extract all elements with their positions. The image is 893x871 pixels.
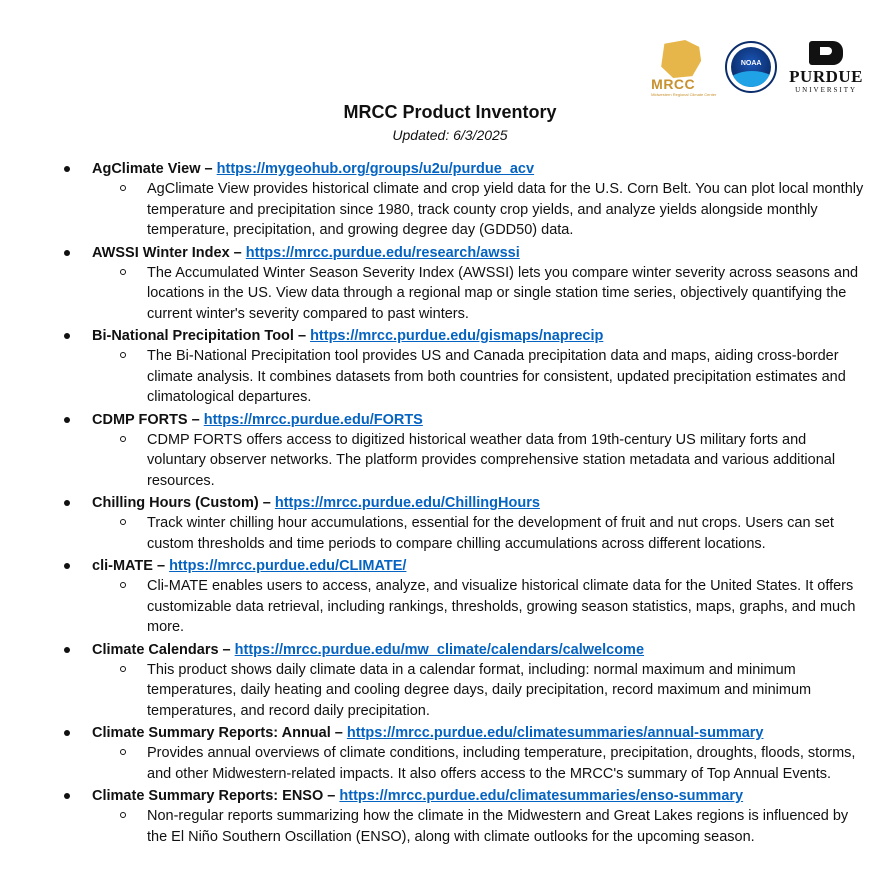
product-link[interactable]: https://mrcc.purdue.edu/gismaps/naprecip <box>310 328 604 344</box>
product-name: AWSSI Winter Index <box>92 244 230 261</box>
product-name: Chilling Hours (Custom) <box>92 495 259 511</box>
separator: – <box>200 161 217 177</box>
noaa-logo <box>725 41 777 93</box>
bullet-icon <box>64 250 70 256</box>
description-text: The Accumulated Winter Season Severity Index (AWSSI) lets you compare winter severity across seasons and locations in the US. View data through a regional map or single station time series, objectively quantifying the current winter's severity compared to past winters. <box>147 264 859 322</box>
description-text: Provides annual overviews of climate conditions, including temperature, precipitation, droughts, floods, storms, and other Midwestern-related impacts. It also offers access to the MRCC's summary of Top Annual Events. <box>147 745 856 782</box>
bullet-icon <box>64 417 70 423</box>
product-link[interactable]: https://mrcc.purdue.edu/climatesummaries/enso-summary <box>339 788 744 804</box>
product-description <box>92 346 893 408</box>
product-item <box>0 493 893 554</box>
bullet-icon <box>64 500 70 506</box>
product-item <box>0 640 893 722</box>
product-description <box>92 430 893 492</box>
description-text: The Bi-National Precipitation tool provides US and Canada precipitation data and maps, aiding cross-border climate analysis. It combines datasets from both countries for consistent, updated precipitation estimates and climatological departures. <box>147 348 846 405</box>
noaa-emblem-icon <box>731 47 771 87</box>
mrcc-logo-subtext: Midwestern Regional Climate Center <box>651 92 717 97</box>
product-link[interactable]: https://mrcc.purdue.edu/ChillingHours <box>274 495 540 511</box>
sub-bullet-icon <box>120 352 126 358</box>
logo-bar <box>651 36 863 98</box>
purdue-logo <box>789 41 863 94</box>
product-description <box>92 576 893 638</box>
sub-bullet-icon <box>120 519 126 525</box>
product-description <box>92 263 893 325</box>
separator: – <box>323 788 340 804</box>
separator: – <box>293 328 311 344</box>
product-link[interactable]: https://mrcc.purdue.edu/research/awssi <box>245 244 520 261</box>
product-description <box>92 743 893 784</box>
separator: – <box>152 558 170 574</box>
product-link[interactable]: https://mrcc.purdue.edu/CLIMATE/ <box>169 558 407 574</box>
separator: – <box>229 244 246 261</box>
purdue-logo-text: PURDUE <box>789 66 863 86</box>
product-name: Climate Summary Reports: Annual <box>92 725 331 741</box>
product-item <box>0 326 893 408</box>
sub-bullet-icon <box>120 436 126 442</box>
sub-bullet-icon <box>120 749 126 755</box>
description-text: Non-regular reports summarizing how the climate in the Midwestern and Great Lakes regions is influenced by the El Niño Southern Oscillation (ENSO), along with climate outlooks for the upcoming season. <box>147 808 849 845</box>
product-description <box>92 513 893 554</box>
midwest-map-icon <box>661 40 701 78</box>
sub-bullet-icon <box>120 582 126 588</box>
product-name: Bi-National Precipitation Tool <box>92 328 294 344</box>
product-list <box>0 159 893 849</box>
product-link[interactable]: https://mrcc.purdue.edu/climatesummaries/annual-summary <box>346 725 764 741</box>
product-description <box>92 806 893 847</box>
product-link[interactable]: https://mrcc.purdue.edu/mw_climate/calendars/calwelcome <box>234 641 645 658</box>
product-name: Climate Calendars <box>92 641 219 658</box>
product-item <box>0 723 893 784</box>
product-item <box>0 410 893 492</box>
purdue-p-icon <box>809 41 843 65</box>
mrcc-logo <box>651 36 717 98</box>
product-item <box>0 786 893 847</box>
product-description <box>92 660 893 722</box>
noaa-logo-text: NOAA <box>740 60 762 67</box>
separator: – <box>218 641 235 658</box>
product-link[interactable]: https://mrcc.purdue.edu/FORTS <box>203 411 423 428</box>
sub-bullet-icon <box>120 666 126 672</box>
sub-bullet-icon <box>120 812 126 818</box>
description-text: CDMP FORTS offers access to digitized historical weather data from 19th-century US military forts and voluntary observer networks. The platform provides comprehensive station metadata and various additional resources. <box>147 431 836 489</box>
bullet-icon <box>64 333 70 339</box>
bullet-icon <box>64 793 70 799</box>
product-item <box>0 159 893 241</box>
product-name: CDMP FORTS <box>92 411 188 428</box>
updated-date: Updated: 6/3/2025 <box>392 127 508 143</box>
product-name: AgClimate View <box>92 161 201 177</box>
description-text: AgClimate View provides historical climate and crop yield data for the U.S. Corn Belt. You can plot local monthly temperature and precipitation since 1980, track county crop yields, and analyze yields alongside monthly temperature, precipitation, and growing degree day (GDD50) data. <box>147 181 864 238</box>
page-title: MRCC Product Inventory <box>343 102 557 122</box>
separator: – <box>330 725 347 741</box>
sub-bullet-icon <box>120 185 126 191</box>
product-name: Climate Summary Reports: ENSO <box>92 788 324 804</box>
description-text: Cli-MATE enables users to access, analyze, and visualize historical climate data for the United States. It offers customizable data retrieval, including rankings, thresholds, growing season statistics, maps, graphs, and much more. <box>147 578 856 635</box>
product-description <box>92 179 893 241</box>
separator: – <box>258 495 275 511</box>
sub-bullet-icon <box>120 269 126 275</box>
bullet-icon <box>64 166 70 172</box>
description-text: Track winter chilling hour accumulations, essential for the development of fruit and nut crops. Users can set custom thresholds and time periods to compare chilling accumulations across different locations. <box>147 515 834 552</box>
noaa-wave-icon <box>731 71 771 87</box>
bullet-icon <box>64 563 70 569</box>
product-name: cli-MATE <box>92 558 153 574</box>
product-item <box>0 243 893 325</box>
product-item <box>0 556 893 638</box>
bullet-icon <box>64 647 70 653</box>
product-link[interactable]: https://mygeohub.org/groups/u2u/purdue_acv <box>216 161 535 177</box>
mrcc-logo-text: MRCC <box>651 76 696 92</box>
separator: – <box>187 411 204 428</box>
bullet-icon <box>64 730 70 736</box>
purdue-logo-subtext: UNIVERSITY <box>795 85 858 94</box>
description-text: This product shows daily climate data in a calendar format, including: normal maximum and minimum temperatures, daily heating and cooling degree days, daily precipitation, record maximum and minimum temperatures, and record daily precipitation. <box>147 661 812 719</box>
